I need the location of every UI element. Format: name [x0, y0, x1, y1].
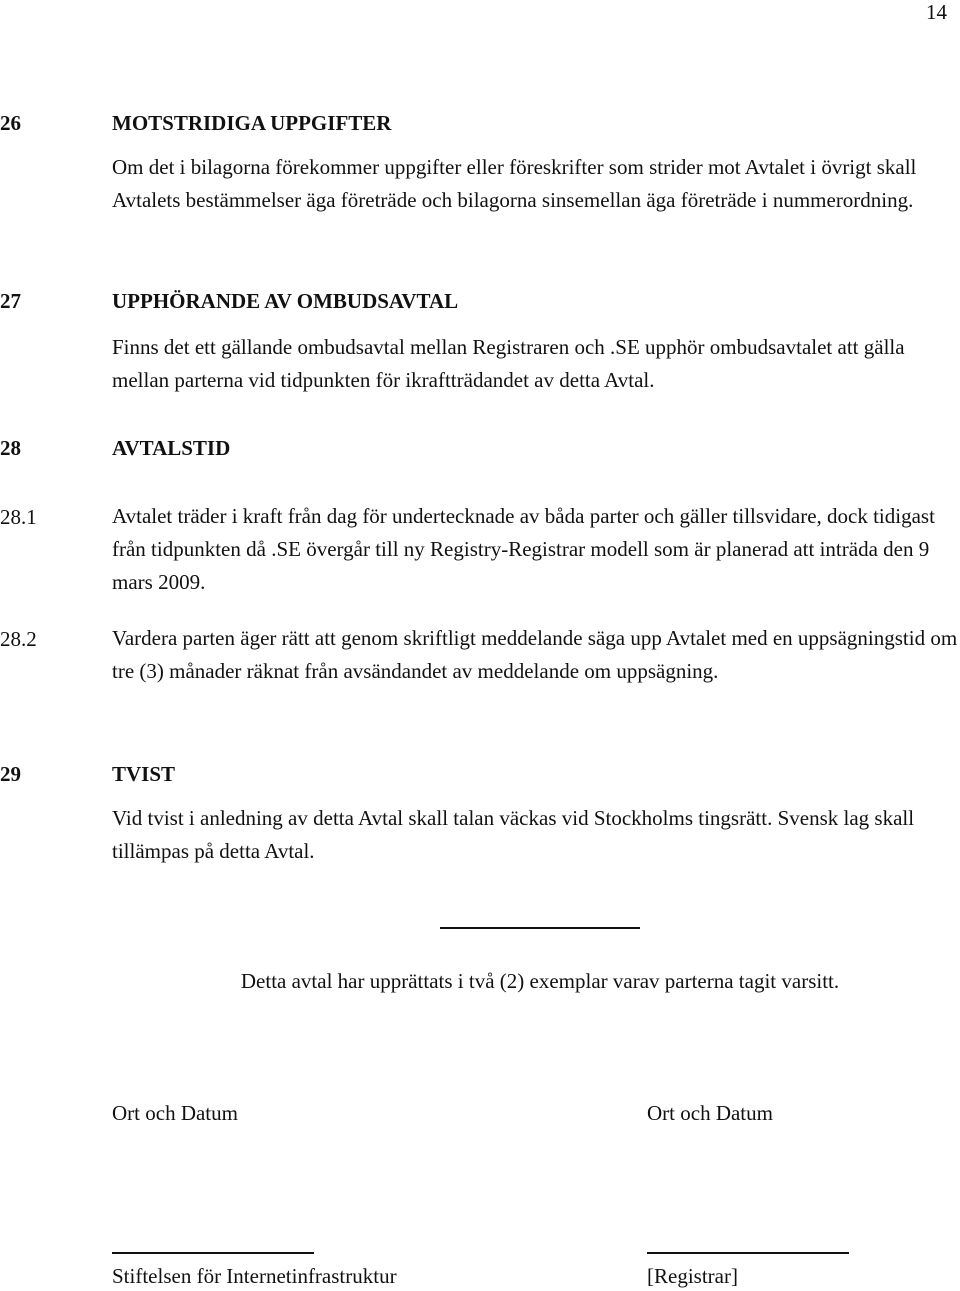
- section-29-number: 29: [0, 762, 21, 786]
- section-26-number: 26: [0, 111, 21, 135]
- section-27-number: 27: [0, 289, 21, 313]
- clause-28-1-text: Avtalet träder i kraft från dag för undertecknade av båda parter och gäller tillsvidare, dock tidigast från tidpunkten då .SE övergår till ny Registry-Registrar modell som är planerad att inträda den 9 mars 2009.: [112, 504, 935, 594]
- section-29-text: Vid tvist i anledning av detta Avtal skall talan väckas vid Stockholms tingsrätt. Svensk lag skall tillämpas på detta Avtal.: [112, 806, 915, 863]
- signature-right-place-date: Ort och Datum: [647, 1101, 773, 1125]
- page-number: 14: [926, 0, 947, 24]
- closing-divider: [440, 927, 640, 929]
- clause-28-2-text: Vardera parten äger rätt att genom skriftligt meddelande säga upp Avtalet med en uppsägningstid om tre (3) månader räknat från avsändandet av meddelande om uppsägning.: [112, 626, 958, 683]
- section-28-title: AVTALSTID: [112, 436, 231, 460]
- closing-statement: Detta avtal har upprättats i två (2) exemplar varav parterna tagit varsitt.: [240, 969, 840, 993]
- section-26-title: MOTSTRIDIGA UPPGIFTER: [112, 111, 392, 135]
- section-27-title: UPPHÖRANDE AV OMBUDSAVTAL: [112, 289, 459, 313]
- section-26-text: Om det i bilagorna förekommer uppgifter eller föreskrifter som strider mot Avtalet i övrigt skall Avtalets bestämmelser äga företräde och bilagorna sinsemellan äga företräde i nummerordning.: [112, 155, 917, 212]
- section-28-number: 28: [0, 436, 21, 460]
- section-27-text: Finns det ett gällande ombudsavtal mellan Registraren och .SE upphör ombudsavtalet att gälla mellan parterna vid tidpunkten för ikraftträdandet av detta Avtal.: [112, 335, 905, 392]
- signature-right-party: [Registrar]: [647, 1264, 738, 1288]
- signature-right-line: [647, 1252, 849, 1254]
- signature-left-place-date: Ort och Datum: [112, 1101, 238, 1125]
- clause-28-2-number: 28.2: [0, 627, 37, 651]
- signature-left-line: [112, 1252, 314, 1254]
- clause-28-1-number: 28.1: [0, 505, 37, 529]
- signature-left-party: Stiftelsen för Internetinfrastruktur: [112, 1264, 397, 1288]
- section-29-title: TVIST: [112, 762, 176, 786]
